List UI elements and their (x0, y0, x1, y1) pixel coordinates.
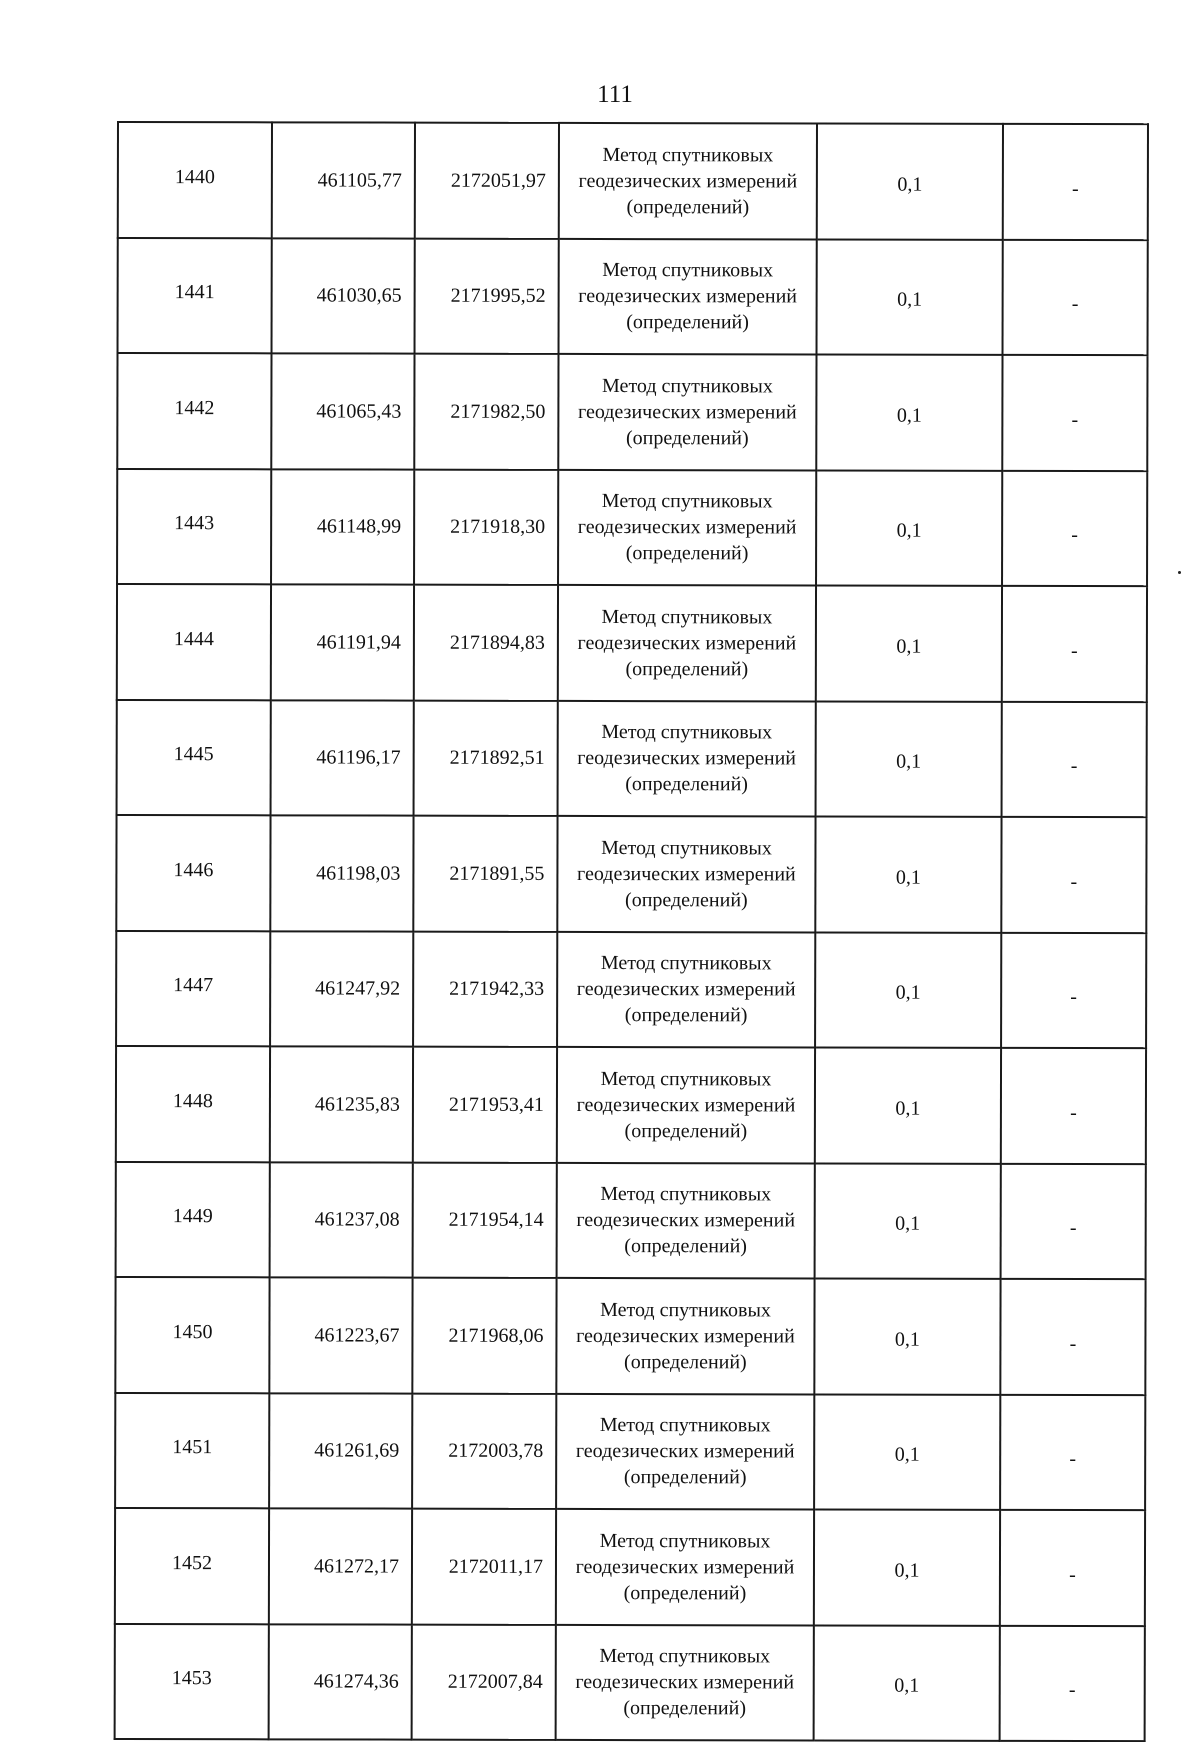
method-line: (определений) (625, 888, 748, 912)
description-cell: - (1003, 124, 1148, 240)
accuracy-cell: 0,1 (816, 585, 1002, 701)
method-line: Метод спутниковых (599, 1645, 771, 1668)
method-line: (определений) (624, 1235, 747, 1258)
accuracy-cell: 0,1 (814, 1509, 1000, 1625)
point-number-cell: 1448 (116, 1046, 270, 1162)
coordinate-y-cell: 2171954,14 (413, 1162, 557, 1278)
coordinate-x-cell: 461261,69 (269, 1393, 412, 1509)
method-line: геодезических измерений (578, 169, 798, 193)
method-line: геодезических измерений (577, 631, 797, 655)
method-line: Метод спутниковых (599, 1529, 771, 1553)
point-number-cell: 1444 (117, 584, 271, 700)
table-row (116, 815, 1146, 933)
coordinate-y-cell: 2171953,41 (413, 1047, 557, 1163)
point-number-cell: 1446 (116, 815, 270, 931)
table-row (115, 1623, 1145, 1741)
coordinate-x-cell: 461191,94 (271, 584, 414, 700)
method-line: Метод спутниковых (602, 143, 774, 167)
method-line: Метод спутниковых (602, 374, 773, 398)
coordinates-table (114, 121, 1149, 1742)
coordinate-y-cell: 2171968,06 (412, 1278, 556, 1394)
method-line: (определений) (625, 773, 748, 796)
description-cell: - (1001, 1048, 1146, 1164)
method-line: геодезических измерений (578, 285, 798, 308)
method-cell (556, 1393, 814, 1509)
accuracy-cell: 0,1 (814, 1394, 1000, 1510)
method-cell (558, 469, 816, 585)
coordinate-x-cell: 461274,36 (269, 1624, 412, 1740)
method-line: геодезических измерений (575, 1440, 795, 1463)
coordinate-y-cell: 2171891,55 (413, 816, 557, 932)
table-row (117, 584, 1147, 702)
method-cell (559, 123, 817, 239)
coordinate-x-cell: 461235,83 (270, 1046, 413, 1162)
coordinate-x-cell: 461237,08 (270, 1162, 413, 1278)
coordinate-y-cell: 2171918,30 (414, 469, 558, 585)
accuracy-cell: 0,1 (815, 1163, 1001, 1279)
method-line: (определений) (623, 1697, 747, 1720)
coordinate-y-cell: 2171894,83 (414, 585, 558, 701)
point-number-cell: 1450 (115, 1277, 269, 1393)
point-number-cell: 1453 (115, 1623, 269, 1739)
method-line: Метод спутниковых (600, 952, 772, 975)
table-row (117, 700, 1147, 818)
method-line: Метод спутниковых (601, 490, 773, 513)
point-number-cell: 1447 (116, 931, 270, 1047)
coordinate-x-cell: 461247,92 (270, 931, 413, 1047)
point-number-cell: 1451 (115, 1392, 269, 1508)
method-line: (определений) (625, 657, 749, 681)
method-line: Метод спутниковых (600, 1183, 772, 1206)
method-cell (557, 1162, 815, 1278)
coordinate-x-cell: 461198,03 (270, 815, 413, 931)
description-cell: - (1002, 470, 1147, 586)
method-line: геодезических измерений (576, 1209, 796, 1232)
method-line: Метод спутниковых (601, 721, 773, 744)
point-number-cell: 1445 (117, 700, 271, 816)
accuracy-cell: 0,1 (815, 932, 1001, 1048)
description-cell: - (1001, 932, 1146, 1048)
accuracy-cell: 0,1 (814, 1278, 1000, 1394)
method-line: геодезических измерений (577, 747, 797, 770)
accuracy-cell: 0,1 (815, 1047, 1001, 1163)
method-cell (557, 1047, 815, 1163)
method-cell (559, 238, 817, 354)
coordinate-x-cell: 461030,65 (272, 238, 415, 354)
method-line: (определений) (623, 1466, 747, 1489)
accuracy-cell: 0,1 (817, 239, 1003, 355)
accuracy-cell: 0,1 (816, 470, 1002, 586)
point-number-cell: 1441 (118, 238, 272, 354)
point-number-cell: 1442 (117, 353, 271, 469)
table-row (116, 1161, 1146, 1279)
method-cell (556, 1624, 814, 1740)
method-line: геодезических измерений (577, 516, 797, 539)
page-number: 111 (597, 81, 633, 108)
coordinate-x-cell: 461272,17 (269, 1508, 412, 1624)
method-line: Метод спутниковых (601, 836, 772, 860)
method-line: геодезических измерений (575, 1671, 795, 1694)
coordinate-y-cell: 2171982,50 (414, 354, 558, 470)
method-line: Метод спутниковых (599, 1414, 771, 1437)
table-row (118, 122, 1148, 240)
coordinate-x-cell: 461223,67 (269, 1277, 412, 1393)
table-row (115, 1392, 1145, 1510)
coordinate-x-cell: 461105,77 (272, 122, 415, 238)
method-line: (определений) (624, 1004, 748, 1027)
scan-dot (1178, 571, 1181, 574)
method-line: Метод спутниковых (600, 1298, 771, 1322)
description-cell: - (1000, 1394, 1145, 1510)
method-line: (определений) (626, 311, 749, 334)
table-row (115, 1508, 1145, 1626)
method-line: (определений) (626, 195, 750, 219)
method-line: Метод спутниковых (602, 259, 774, 282)
accuracy-cell: 0,1 (817, 123, 1003, 239)
method-line: геодезических измерений (577, 862, 796, 886)
method-cell (557, 816, 815, 932)
method-cell (557, 931, 815, 1047)
table-row (115, 1277, 1145, 1395)
coordinate-y-cell: 2172011,17 (412, 1509, 556, 1625)
point-number-cell: 1452 (115, 1508, 269, 1624)
method-cell (556, 1509, 814, 1625)
method-line: Метод спутниковых (601, 605, 773, 629)
method-line: геодезических измерений (576, 978, 796, 1001)
method-line: (определений) (624, 1350, 747, 1374)
method-line: геодезических измерений (576, 1324, 795, 1348)
coordinate-x-cell: 461065,43 (271, 353, 414, 469)
coordinate-y-cell: 2172007,84 (412, 1624, 556, 1740)
table-row (116, 1046, 1146, 1164)
coordinate-y-cell: 2171892,51 (414, 700, 558, 816)
coordinate-y-cell: 2171995,52 (415, 238, 559, 354)
method-cell (558, 700, 816, 816)
accuracy-cell: 0,1 (816, 354, 1002, 470)
method-cell (556, 1278, 814, 1394)
description-cell: - (1000, 1279, 1145, 1395)
coordinate-x-cell: 461148,99 (271, 469, 414, 585)
method-cell (558, 354, 816, 470)
method-line: геодезических измерений (578, 400, 797, 424)
coordinate-y-cell: 2171942,33 (413, 931, 557, 1047)
description-cell: - (1003, 239, 1148, 355)
description-cell: - (1002, 355, 1147, 471)
method-line: (определений) (625, 426, 749, 450)
coordinate-x-cell: 461196,17 (271, 700, 414, 816)
description-cell: - (1002, 586, 1147, 702)
method-line: геодезических измерений (575, 1555, 795, 1579)
description-cell: - (1000, 1510, 1145, 1626)
method-line: геодезических измерений (576, 1093, 796, 1117)
description-cell: - (1000, 1625, 1145, 1741)
description-cell: - (1001, 1163, 1146, 1279)
accuracy-cell: 0,1 (814, 1625, 1000, 1741)
method-line: (определений) (623, 1581, 747, 1605)
method-line: (определений) (625, 542, 749, 565)
description-cell: - (1001, 817, 1146, 933)
description-cell: - (1002, 701, 1147, 817)
table-row (118, 238, 1148, 356)
point-number-cell: 1443 (117, 469, 271, 585)
method-cell (558, 585, 816, 701)
coordinate-y-cell: 2172051,97 (415, 123, 559, 239)
coordinates-table-body (115, 122, 1148, 1741)
method-line: (определений) (624, 1119, 748, 1143)
table-row (117, 353, 1147, 471)
point-number-cell: 1440 (118, 122, 272, 238)
accuracy-cell: 0,1 (815, 816, 1001, 932)
table-row (117, 469, 1147, 587)
point-number-cell: 1449 (116, 1161, 270, 1277)
accuracy-cell: 0,1 (816, 701, 1002, 817)
coordinate-y-cell: 2172003,78 (412, 1393, 556, 1509)
method-line: Метод спутниковых (600, 1067, 772, 1091)
table-row (116, 931, 1146, 1049)
